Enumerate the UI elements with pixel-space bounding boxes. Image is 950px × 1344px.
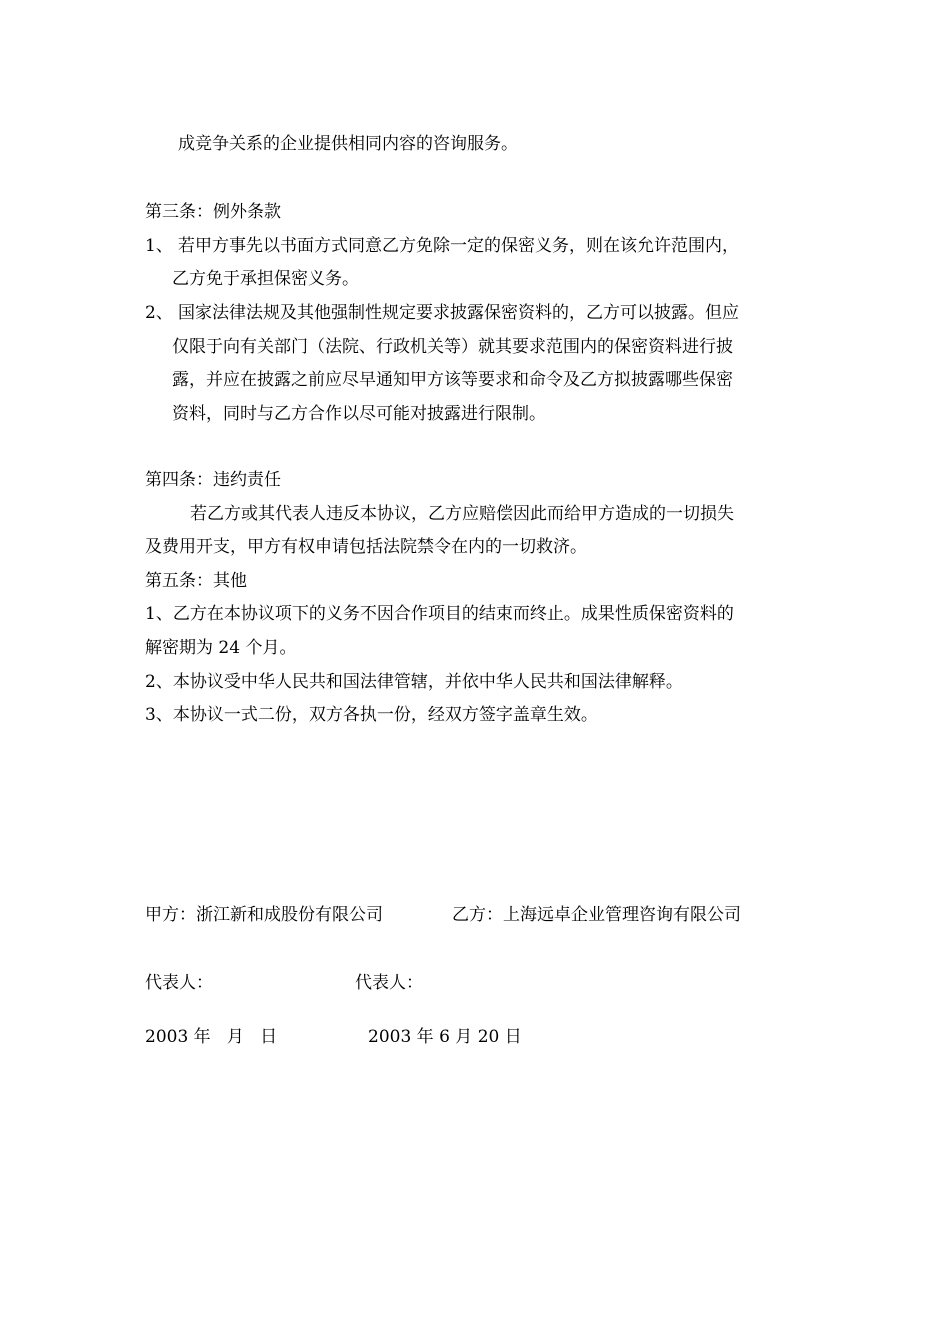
party-a-date: 2003 年 月 日 xyxy=(145,1027,278,1047)
article-3-item-2-line-4: 资料，同时与乙方合作以尽可能对披露进行限制。 xyxy=(172,404,546,424)
article-3-item-2-line-2: 仅限于向有关部门（法院、行政机关等）就其要求范围内的保密资料进行披 xyxy=(172,337,733,357)
party-b-name: 乙方：上海远卓企业管理咨询有限公司 xyxy=(452,905,741,925)
article-3-item-2-line-3: 露，并应在披露之前应尽早通知甲方该等要求和命令及乙方拟披露哪些保密 xyxy=(172,370,733,390)
article-4-line-1: 若乙方或其代表人违反本协议，乙方应赔偿因此而给甲方造成的一切损失 xyxy=(190,504,734,524)
article-3-item-1-line-2: 乙方免于承担保密义务。 xyxy=(172,269,359,289)
party-a-representative: 代表人： xyxy=(145,973,213,993)
article-4-line-2: 及费用开支，甲方有权申请包括法院禁令在内的一切救济。 xyxy=(145,537,587,557)
party-b-representative: 代表人： xyxy=(355,973,423,993)
party-a-name: 甲方：浙江新和成股份有限公司 xyxy=(145,905,383,925)
article-3-heading: 第三条：例外条款 xyxy=(145,202,281,222)
article-4-heading: 第四条：违约责任 xyxy=(145,470,281,490)
article-3-item-2-line-1: 国家法律法规及其他强制性规定要求披露保密资料的，乙方可以披露。但应 xyxy=(178,303,739,323)
article-5-item-1-line-1: 1、乙方在本协议项下的义务不因合作项目的结束而终止。成果性质保密资料的 xyxy=(145,604,734,624)
article-5-item-3: 3、本协议一式二份，双方各执一份，经双方签字盖章生效。 xyxy=(145,705,598,725)
party-b-date: 2003 年 6 月 20 日 xyxy=(368,1027,522,1047)
article-3-item-1-number: 1、 xyxy=(145,236,173,256)
article-5-item-1-line-2: 解密期为 24 个月。 xyxy=(145,638,297,658)
article-5-item-2: 2、本协议受中华人民共和国法律管辖，并依中华人民共和国法律解释。 xyxy=(145,672,683,692)
continuation-text: 成竞争关系的企业提供相同内容的咨询服务。 xyxy=(178,134,518,154)
article-3-item-2-number: 2、 xyxy=(145,303,173,323)
article-3-item-1-line-1: 若甲方事先以书面方式同意乙方免除一定的保密义务，则在该允许范围内， xyxy=(178,236,739,256)
article-5-heading: 第五条：其他 xyxy=(145,571,247,591)
